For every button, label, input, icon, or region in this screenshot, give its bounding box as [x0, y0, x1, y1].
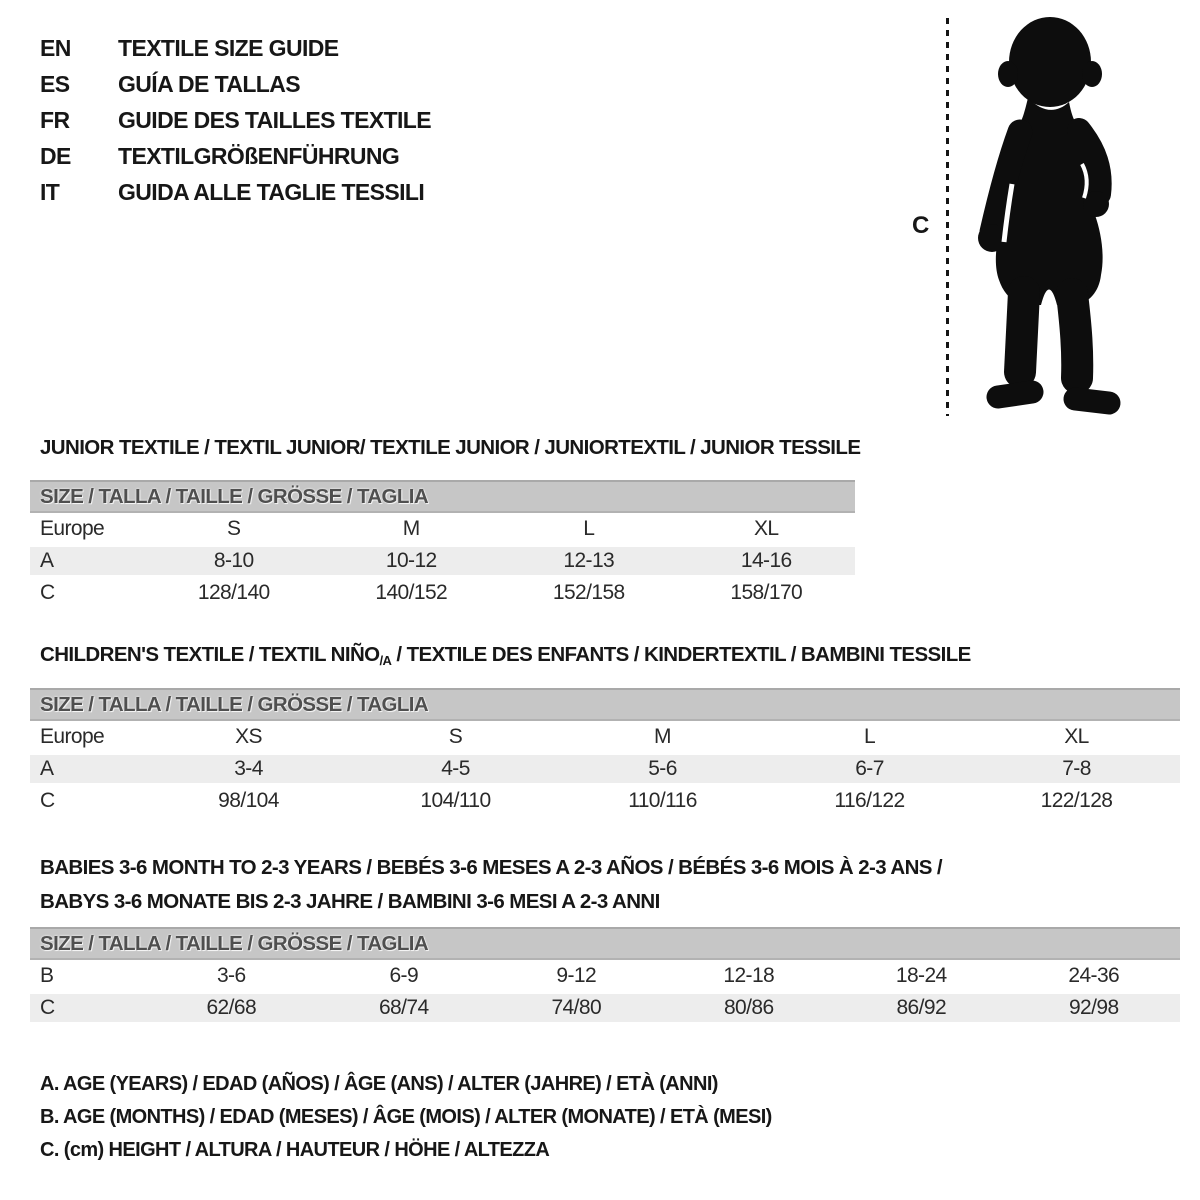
age-cell: 10-12: [385, 549, 437, 572]
height-cell: 74/80: [551, 996, 602, 1019]
children-section-heading: [40, 643, 971, 667]
language-row-es: [40, 66, 431, 102]
legend-age-months: B. AGE (MONTHS) / EDAD (MESES) / ÂGE (MOIS) / ALTER (MONATE) / ETÀ (MESI): [40, 1106, 772, 1128]
table-row-age: [30, 545, 855, 577]
size-header-bar: SIZE / TALLA / TAILLE / GRÖSSE / TAGLIA: [30, 480, 855, 513]
table-row-europe: [30, 721, 1180, 753]
age-cell: 6-7: [855, 757, 884, 780]
size-cell: M: [654, 725, 671, 748]
size-cell: XL: [754, 517, 779, 540]
size-cell: M: [402, 517, 420, 540]
row-label: C: [40, 789, 55, 812]
height-cell: 86/92: [896, 996, 947, 1019]
toddler-silhouette-icon: [962, 12, 1137, 420]
row-label: C: [40, 996, 55, 1019]
age-cell: 4-5: [441, 757, 470, 780]
height-cell: 140/152: [375, 581, 448, 604]
measure-legend: [40, 1068, 772, 1167]
guide-title: TEXTILGRÖßENFÜHRUNG: [118, 142, 400, 169]
table-row-age: [30, 753, 1180, 785]
months-cell: 3-6: [216, 964, 246, 987]
height-cell: 104/110: [420, 789, 491, 812]
months-cell: 6-9: [389, 964, 419, 987]
table-row-height: [30, 785, 1180, 817]
size-cell: L: [583, 517, 595, 540]
language-row-fr: [40, 102, 431, 138]
height-cell: 68/74: [378, 996, 429, 1019]
row-label: C: [40, 581, 55, 604]
height-measure-label: C: [912, 212, 930, 239]
row-label: Europe: [40, 725, 105, 748]
age-cell: 12-13: [563, 549, 615, 572]
guide-title: GUIDE DES TAILLES TEXTILE: [118, 106, 431, 133]
row-label: A: [40, 549, 54, 572]
children-heading-sub: /A: [379, 653, 392, 668]
legend-height-cm: C. (cm) HEIGHT / ALTURA / HAUTEUR / HÖHE / ALTEZZA: [40, 1139, 550, 1161]
children-heading-pre: CHILDREN'S TEXTILE / TEXTIL NIÑO: [40, 643, 380, 666]
table-row-europe: [30, 513, 855, 545]
junior-size-table: [30, 480, 855, 609]
age-cell: 5-6: [648, 757, 677, 780]
size-cell: XL: [1064, 725, 1089, 748]
height-cell: 92/98: [1068, 996, 1119, 1019]
babies-heading-line1: BABIES 3-6 MONTH TO 2-3 YEARS / BEBÉS 3-6 MESES A 2-3 AÑOS / BÉBÉS 3-6 MOIS À 2-3 ANS /: [40, 856, 943, 879]
height-cell: 98/104: [218, 789, 279, 812]
height-cell: 110/116: [628, 789, 697, 812]
junior-section-heading: JUNIOR TEXTILE / TEXTIL JUNIOR/ TEXTILE JUNIOR / JUNIORTEXTIL / JUNIOR TESSILE: [40, 436, 861, 459]
height-cell: 128/140: [197, 581, 270, 604]
babies-size-table: [30, 927, 1180, 1024]
row-label: A: [40, 757, 54, 780]
guide-title: TEXTILE SIZE GUIDE: [118, 34, 339, 61]
babies-heading-line2: BABYS 3-6 MONATE BIS 2-3 JAHRE / BAMBINI 3-6 MESI A 2-3 ANNI: [40, 890, 660, 913]
size-cell: L: [863, 725, 876, 748]
size-cell: S: [227, 517, 241, 540]
height-cell: 62/68: [206, 996, 257, 1019]
age-cell: 7-8: [1062, 757, 1091, 780]
months-cell: 9-12: [556, 964, 597, 987]
age-cell: 14-16: [740, 549, 792, 572]
table-row-height: [30, 992, 1180, 1024]
size-cell: S: [448, 725, 463, 748]
language-row-de: [40, 138, 431, 174]
language-row-en: [40, 30, 431, 66]
height-cell: 116/122: [834, 789, 905, 812]
language-code: ES: [40, 70, 70, 97]
children-size-table: [30, 688, 1180, 817]
row-label: Europe: [40, 517, 105, 540]
language-code: EN: [40, 34, 71, 61]
language-code: DE: [40, 142, 71, 169]
language-code: FR: [40, 106, 70, 133]
months-cell: 18-24: [895, 964, 947, 987]
language-title-list: [40, 30, 431, 210]
guide-title: GUÍA DE TALLAS: [118, 70, 300, 97]
height-cell: 158/170: [730, 581, 803, 604]
children-heading-post: / TEXTILE DES ENFANTS / KINDERTEXTIL / BAMBINI TESSILE: [391, 643, 971, 666]
guide-title: GUIDA ALLE TAGLIE TESSILI: [118, 178, 425, 205]
language-row-it: [40, 174, 431, 210]
height-cell: 122/128: [1040, 789, 1113, 812]
babies-section-heading: [40, 851, 942, 919]
size-header-bar: SIZE / TALLA / TAILLE / GRÖSSE / TAGLIA: [30, 927, 1180, 960]
months-cell: 12-18: [723, 964, 775, 987]
months-cell: 24-36: [1068, 964, 1120, 987]
legend-age-years: A. AGE (YEARS) / EDAD (AÑOS) / ÂGE (ANS) / ALTER (JAHRE) / ETÀ (ANNI): [40, 1073, 718, 1095]
row-label: B: [40, 964, 54, 987]
table-row-months: [30, 960, 1180, 992]
size-header-bar: SIZE / TALLA / TAILLE / GRÖSSE / TAGLIA: [30, 688, 1180, 721]
language-code: IT: [40, 178, 60, 205]
age-cell: 8-10: [213, 549, 254, 572]
height-measure-dashed-line: [946, 18, 949, 416]
height-cell: 80/86: [723, 996, 774, 1019]
age-cell: 3-4: [234, 757, 263, 780]
height-cell: 152/158: [552, 581, 625, 604]
table-row-height: [30, 577, 855, 609]
size-cell: XS: [235, 725, 262, 748]
